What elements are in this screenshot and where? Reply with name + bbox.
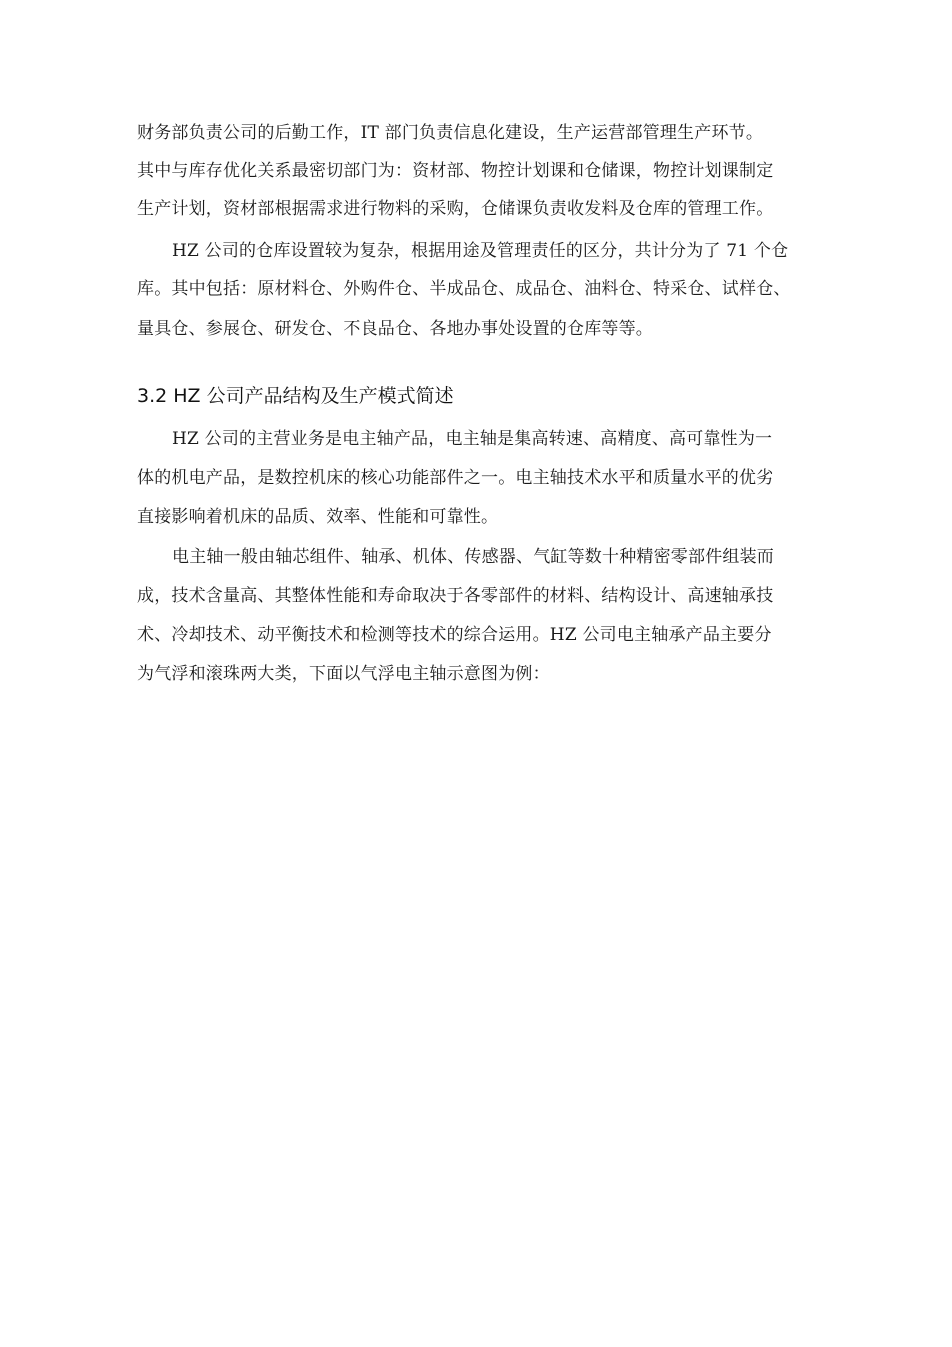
paragraph-line: 直接影响着机床的品质、效率、性能和可靠性。 xyxy=(137,507,499,527)
paragraph-line: 为气浮和滚珠两大类，下面以气浮电主轴示意图为例： xyxy=(137,664,550,684)
paragraph-line: 库。其中包括：原材料仓、外购件仓、半成品仓、成品仓、油料仓、特采仓、试样仓、 xyxy=(137,279,791,299)
paragraph-line: 体的机电产品，是数控机床的核心功能部件之一。电主轴技术水平和质量水平的优劣 xyxy=(137,468,774,488)
paragraph-line: 其中与库存优化关系最密切部门为：资材部、物控计划课和仓储课，物控计划课制定 xyxy=(137,161,774,181)
section-heading: 3.2 HZ 公司产品结构及生产模式简述 xyxy=(137,385,454,407)
paragraph-line: HZ 公司的主营业务是电主轴产品，电主轴是集高转速、高精度、高可靠性为一 xyxy=(172,429,773,449)
paragraph-line: 电主轴一般由轴芯组件、轴承、机体、传感器、气缸等数十种精密零部件组装而 xyxy=(172,547,774,567)
paragraph-line: 量具仓、参展仓、研发仓、不良品仓、各地办事处设置的仓库等等。 xyxy=(137,319,653,339)
paragraph-line: HZ 公司的仓库设置较为复杂，根据用途及管理责任的区分，共计分为了 71 个仓 xyxy=(172,241,789,261)
paragraph-line: 财务部负责公司的后勤工作，IT 部门负责信息化建设，生产运营部管理生产环节。 xyxy=(137,123,764,143)
paragraph-line: 术、冷却技术、动平衡技术和检测等技术的综合运用。HZ 公司电主轴承产品主要分 xyxy=(137,625,772,645)
paragraph-line: 生产计划，资材部根据需求进行物料的采购，仓储课负责收发料及仓库的管理工作。 xyxy=(137,199,774,219)
paragraph-line: 成，技术含量高、其整体性能和寿命取决于各零部件的材料、结构设计、高速轴承技 xyxy=(137,586,774,606)
